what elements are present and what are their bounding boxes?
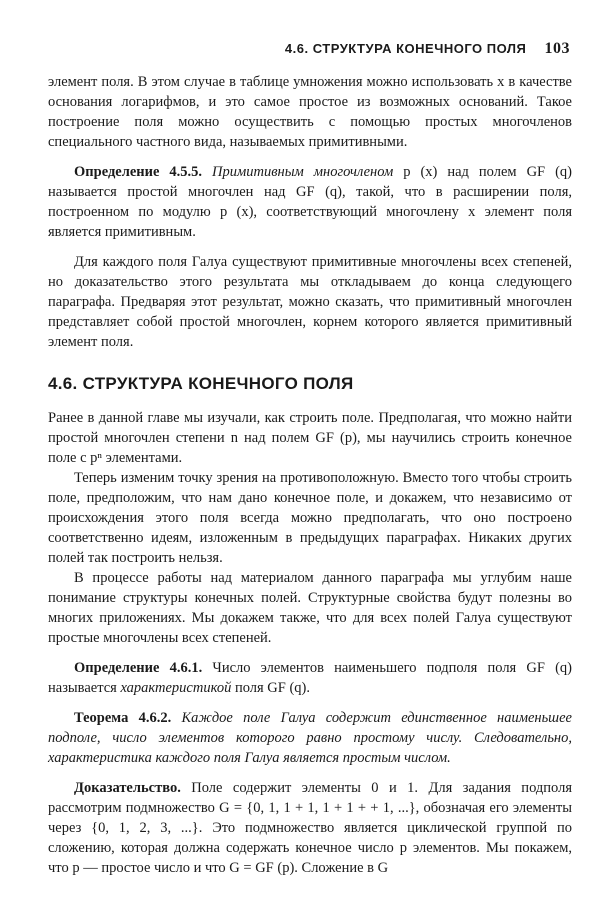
defined-term: характеристикой	[120, 680, 232, 696]
definition-4-6-1	[48, 658, 572, 698]
defined-term: Примитивным многочленом	[212, 164, 394, 180]
page-body	[48, 72, 572, 878]
paragraph: Для каждого поля Галуа существуют примитивные многочлены всех степеней, но доказательство этого результата мы откладываем до конца следующего параграфа. Предваряя этот результат, можно сказать, что примитивный многочлен представляет собой простой многочлен, корнем которого является примитивный элемент поля.	[48, 254, 572, 350]
definition-text-end: поля GF (q).	[234, 680, 310, 696]
running-title: 4.6. СТРУКТУРА КОНЕЧНОГО ПОЛЯ	[284, 41, 527, 56]
paragraph: В процессе работы над материалом данного параграфа мы углубим наше понимание структуры конечных полей. Структурные свойства будут полезны во многих приложениях. Мы докажем также, что для всех полей Галуа существуют простые многочлены всех степеней.	[48, 570, 572, 646]
theorem-label: Теорема 4.6.2.	[74, 710, 172, 726]
paragraph: Теперь изменим точку зрения на противоположную. Вместо того чтобы строить поле, предположим, что нам дано конечное поле, и докажем, что независимо от происхождения этого поля всегда можно предполагать, что оно построено соответственно идеям, изложенным в предыдущих параграфах. Никаких других полей так построить нельзя.	[48, 470, 572, 566]
paragraph: элемент поля. В этом случае в таблице умножения можно использовать x в качестве основания логарифмов, и это самое простое из возможных оснований. Такое построение поля можно осуществить с помощью простых многочленов специального частного вида, называемых примитивными.	[48, 74, 572, 150]
theorem-4-6-2	[48, 708, 572, 768]
proof-text: Поле содержит элементы 0 и 1. Для задания подполя рассмотрим подмножество G = {0, 1, 1 + 1, 1 + 1 + + 1, ...}, обозначая его элементы через {0, 1, 2, 3, ...}. Это подмножество является циклической группой по сложению, которая должна содержать конечное число p элементов. Мы покажем, что p — простое число и что G = GF (p). Сложение в G	[48, 780, 572, 876]
running-head	[285, 40, 570, 58]
page-number: 103	[544, 40, 570, 57]
definition-text: Число элементов наименьшего подполя поля GF (q) называется	[48, 660, 573, 696]
definition-label: Определение 4.6.1.	[74, 660, 203, 676]
definition-text: p (x) над полем GF (q) называется простой многочлен над GF (q), такой, что в расширении поля, построенном по модулю p (x), соответствующий многочлену x элемент поля является примитивным.	[48, 164, 573, 240]
proof-label: Доказательство.	[74, 780, 181, 796]
section-title: 4.6. СТРУКТУРА КОНЕЧНОГО ПОЛЯ	[48, 374, 354, 393]
definition-4-5-5	[48, 162, 572, 242]
proof	[48, 778, 572, 878]
paragraph: Ранее в данной главе мы изучали, как строить поле. Предполагая, что можно найти простой многочлен степени n над полем GF (p), мы научились строить конечное поле с pⁿ элементами.	[48, 410, 572, 466]
theorem-text: Каждое поле Галуа содержит единственное наименьшее подполе, число элементов которого равно простому числу. Следовательно, характеристика каждого поля Галуа является простым числом.	[48, 710, 572, 766]
definition-label: Определение 4.5.5.	[74, 164, 203, 180]
